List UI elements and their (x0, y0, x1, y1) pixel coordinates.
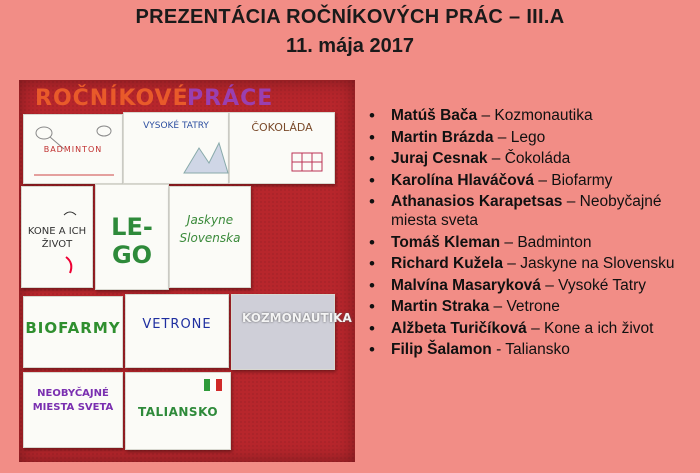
student-name: Karolína Hlaváčová (391, 171, 535, 189)
student-topic: Biofarmy (551, 171, 613, 189)
student-list-item (366, 233, 696, 252)
student-name: Juraj Cesnak (391, 150, 488, 167)
student-topic: Jaskyne na Slovensku (520, 255, 675, 272)
poster-neobycajne-label: NEOBYČAJNÉ MIESTA SVETA (32, 388, 114, 413)
student-name: Matúš Bača (391, 107, 478, 124)
bullet-icon: • (369, 232, 375, 252)
student-name: Martin Straka (391, 298, 490, 315)
banner-word-2: PRÁCE (187, 86, 274, 111)
name-topic-separator: – (487, 150, 505, 167)
student-name: Richard Kužela (391, 255, 503, 272)
page-date: 11. mája 2017 (286, 35, 414, 57)
board-banner (35, 86, 274, 112)
bullet-icon: • (369, 297, 375, 316)
bullet-icon: • (369, 192, 375, 211)
poster-jaskyne-label: Jaskyne Slovenska (179, 213, 241, 245)
poster-biofarmy (23, 296, 123, 368)
student-topic: Vysoké Tatry (558, 276, 647, 294)
bullet-icon: • (369, 254, 375, 273)
student-topic: Badminton (517, 233, 592, 251)
bullet-icon: • (369, 170, 375, 190)
student-topic: Lego (510, 128, 546, 146)
bullet-icon: • (369, 275, 375, 295)
bullet-icon: • (369, 106, 375, 125)
name-topic-separator: – (500, 233, 518, 251)
student-topic: Kone a ich život (544, 319, 654, 337)
name-topic-separator: – (526, 319, 545, 337)
poster-lego-label: LE-GO (111, 213, 153, 269)
poster-cokolada (229, 112, 335, 184)
student-list-item (366, 297, 696, 316)
poster-taliansko-label: TALIANSKO (137, 405, 219, 419)
student-list-item (366, 171, 696, 190)
student-topic: Čokoláda (504, 150, 571, 167)
poster-biofarmy-label: BIOFARMY (25, 319, 121, 337)
poster-kone (21, 186, 93, 288)
poster-vysoke-tatry-label: VYSOKÉ TATRY (143, 121, 209, 131)
poster-badminton (23, 114, 123, 184)
student-list-item (366, 192, 696, 230)
banner-word-1: ROČNÍKOVÉ (35, 86, 189, 111)
student-list-item (366, 319, 696, 338)
poster-badminton-label: BADMINTON (43, 145, 103, 154)
student-list-item (366, 128, 696, 147)
poster-kozmonautika (231, 294, 352, 370)
name-topic-separator: – (493, 128, 511, 146)
poster-taliansko (125, 372, 231, 450)
poster-neobycajne (23, 372, 123, 448)
name-topic-separator: – (562, 193, 580, 210)
name-topic-separator: – (477, 107, 495, 124)
name-topic-separator: - (491, 341, 506, 358)
student-name: Malvína Masaryková (391, 276, 541, 294)
student-list-item (366, 340, 696, 359)
student-name: Alžbeta Turičíková (391, 319, 527, 337)
student-topic: Neobyčajné miesta sveta (391, 193, 662, 229)
poster-kozmonautika-label: KOZMONAUTIKA (242, 311, 352, 325)
bullet-icon: • (369, 127, 375, 147)
student-list-item (366, 276, 696, 295)
name-topic-separator: – (540, 276, 559, 294)
student-list (366, 106, 696, 362)
page-title: PREZENTÁCIA ROČNÍKOVÝCH PRÁC – III.A (135, 6, 565, 28)
name-topic-separator: – (502, 255, 521, 272)
poster-jaskyne (169, 186, 251, 288)
student-topic: Taliansko (505, 341, 570, 358)
student-topic: Kozmonautika (494, 107, 593, 124)
student-name: Athanasios Karapetsas (391, 193, 563, 210)
poster-vetrone (125, 294, 229, 368)
student-name: Martin Brázda (391, 128, 494, 146)
student-list-item (366, 149, 696, 168)
poster-vetrone-label: VETRONE (142, 317, 212, 332)
poster-cokolada-label: ČOKOLÁDA (251, 121, 313, 134)
poster-kone-label: KONE A ICH ŽIVOT (27, 226, 87, 250)
bullet-icon: • (369, 340, 375, 359)
student-list-item (366, 106, 696, 125)
bullet-icon: • (369, 318, 375, 338)
poster-board-photo (19, 80, 355, 462)
name-topic-separator: – (489, 298, 507, 315)
name-topic-separator: – (534, 171, 552, 189)
student-list-item (366, 254, 696, 273)
poster-lego (95, 184, 169, 290)
student-name: Filip Šalamon (391, 341, 492, 358)
student-name: Tomáš Kleman (391, 233, 501, 251)
poster-vysoke-tatry (123, 112, 229, 184)
student-topic: Vetrone (506, 298, 560, 315)
bullet-icon: • (369, 149, 375, 168)
